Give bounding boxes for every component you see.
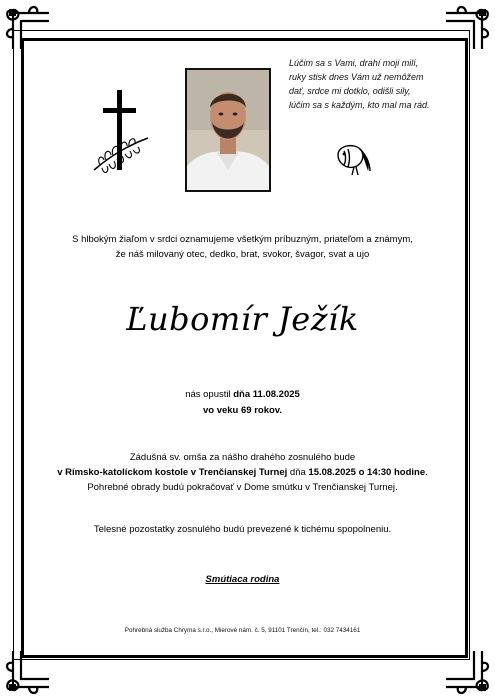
deceased-photo [185,68,271,192]
cross-with-palm-icon [88,88,150,178]
farewell-poem [289,56,469,112]
deceased-name: Ľubomír Ježík [126,300,359,338]
announcement-text [30,232,455,262]
mourning-family-signature: Smútiaca rodina [205,574,280,585]
death-date-line [30,387,455,403]
death-age: vo veku 69 rokov. [202,405,283,416]
funeral-date-prefix: dňa [287,467,309,478]
funeral-line: Zádušná sv. omša za nášho drahého zosnulého bude [129,452,356,463]
poem-line: Lúčim sa s Vami, drahí moji milí, [289,58,419,68]
ornament-corner-icon [3,3,55,55]
death-info [30,387,455,419]
mourning-bird-icon [332,137,374,179]
funeral-datetime: 15.08.2025 o 14:30 hodine [308,467,426,478]
funeral-date-suffix: . [425,467,428,478]
funeral-service-footer: Pohrebná služba Chryma s.r.o., Mierové nám. č. 5, 91101 Trenčín, tel.: 032 7434161 [124,627,361,634]
announcement-line: S hlbokým žiaľom v srdci oznamujeme všetkým príbuzným, priateľom a známym, [72,234,413,245]
funeral-line [30,465,455,480]
death-date: dňa 11.08.2025 [233,389,300,400]
poem-line: dať, srdce mi dotklo, odišli sily, [289,86,411,96]
announcement-line: že náš milovaný otec, dedko, brat, svokor, švagor, svat a ujo [115,249,370,260]
poem-line: ruky stisk dnes Vám už nemôžem [289,72,424,82]
poem-line: lúčim sa s každým, kto mal ma rád. [289,100,430,110]
ornament-corner-icon [3,645,55,697]
remains-info: Telesné pozostatky zosnulého budú prevezené k tichému spopolneniu. [93,524,392,535]
ornament-corner-icon [440,3,492,55]
ornament-corner-icon [440,645,492,697]
death-prefix: nás opustil [185,389,234,400]
funeral-info [30,450,455,495]
funeral-church: v Rímsko-katolíckom kostole v Trenčianskej Turnej [57,467,288,478]
funeral-line: Pohrebné obrady budú pokračovať v Dome smútku v Trenčianskej Turnej. [87,482,398,493]
